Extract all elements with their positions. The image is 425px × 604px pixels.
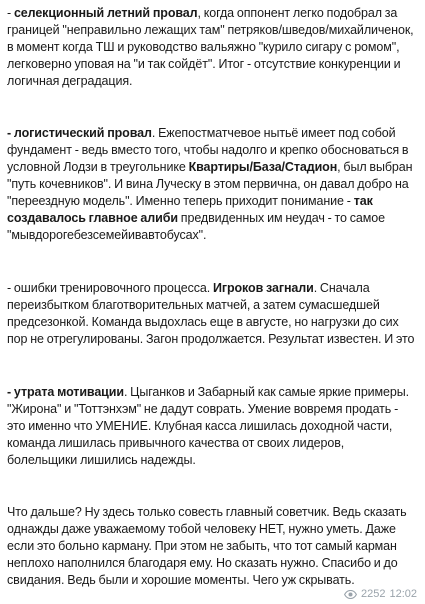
paragraph-motivation-loss — [7, 384, 417, 469]
bold-text-segment: Квартиры/База/Стадион — [188, 160, 338, 174]
bold-text-segment: так создавалось главное алиби — [7, 194, 373, 225]
bold-text-segment: - логистический провал — [7, 126, 152, 140]
message-meta — [344, 587, 417, 601]
bold-text-segment: селекционный летний провал — [13, 6, 198, 20]
paragraph-whats-next — [7, 504, 417, 589]
bold-text-segment: Игроков загнали — [213, 281, 314, 295]
text-segment: . Цыганков и Забарный как самые яркие примеры. "Жирона" и "Тоттэнхэм" не дадут соврать. Умение вовремя продать - это именно что УМЕНИЕ. Клубная касса лишилась доходной части, команда лишилась привычного качества от своих лидеров, болельщики лишились надежды. — [7, 385, 410, 467]
text-segment: . Сначала переизбытком благотворительных матчей, а затем сумасшедшей предсезонкой. Команда выдохлась еще в августе, но нагрузки до сих пор не отрегулированы. Загон продолжается. Результат известен. И это — [7, 281, 415, 346]
text-segment: , когда оппонент легко подобрал за границей "неправильно лежащих там" петряков/шведов/михайличенок, в момент когда ТШ и руководство вальяжно "курило сигару с ромом", легковерно уповая на "и так сойдёт". Итог - отсутствие конкуренции и логичная деградация. — [7, 6, 414, 88]
paragraph-selection-failure — [7, 5, 417, 90]
bold-text-segment: - утрата мотивации — [7, 385, 124, 399]
paragraph-training-errors — [7, 280, 417, 348]
text-segment: - ошибки тренировочного процесса. — [7, 281, 213, 295]
text-segment: Что дальше? Ну здесь только совесть главный советчик. Ведь сказать однажды даже уважаемому тобой человеку НЕТ, нужно уметь. Даже если это больно карману. При этом не забыть, что тот самый карман неплохо наполнился благодаря ему. Но сказать нужно. Спасибо и до свидания. Ведь были и хорошие моменты. Чего уж скрывать. — [7, 505, 407, 587]
view-count: 2252 — [360, 588, 386, 600]
text-segment: . Ежепостматчевое нытьё имеет под собой фундамент - ведь вместо того, чтобы надолго и крепко обосноваться в условной Лодзи в треугольнике — [7, 126, 409, 174]
eye-icon — [344, 590, 357, 599]
text-segment: предвиденных им неудач - то самое "мывдорогебезсемейивавтобусах". — [7, 211, 385, 242]
text-segment: , был выбран "путь кочевников". И вина Луческу в этом первична, он давал добро на "переездную модель". Именно теперь приходит понимание - — [7, 160, 413, 208]
message-time: 12:02 — [389, 588, 417, 600]
text-segment: - — [7, 6, 14, 20]
paragraph-logistics-failure — [7, 125, 417, 244]
